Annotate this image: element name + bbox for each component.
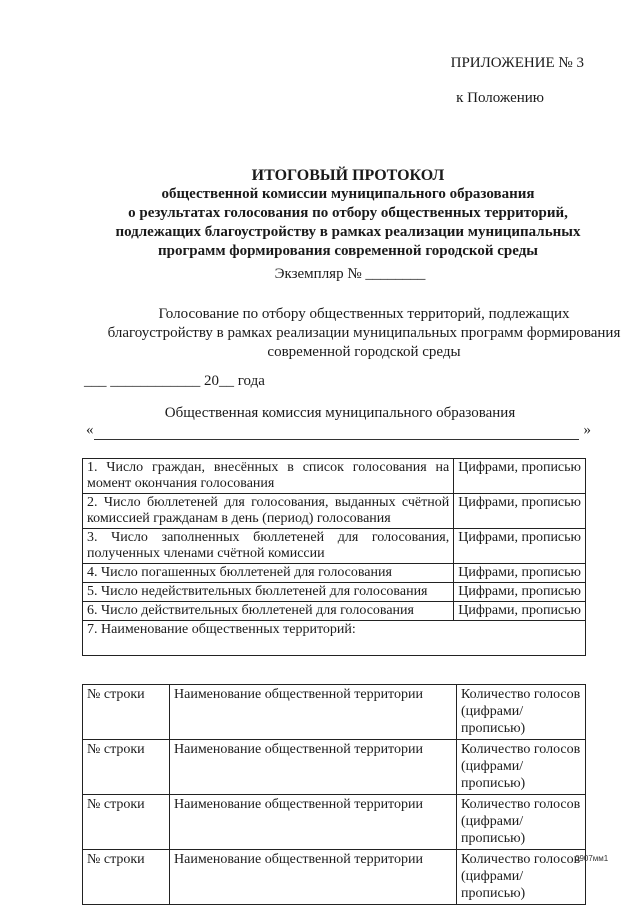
territory-name-cell: Наименование общественной территории <box>170 850 457 905</box>
table-row <box>83 850 586 905</box>
table-row <box>83 685 586 740</box>
table-row <box>83 564 586 583</box>
commission-name-field <box>86 422 591 439</box>
row-number-cell: № строки <box>83 740 170 795</box>
question-cell: 1. Число граждан, внесённых в список голосования на момент окончания голосования <box>83 459 454 494</box>
table-row <box>83 459 586 494</box>
title-main: ИТОГОВЫЙ ПРОТОКОЛ <box>251 167 445 184</box>
intro-line: Голосование по отбору общественных территорий, подлежащих <box>158 306 570 322</box>
voting-description <box>90 305 638 362</box>
table-row <box>83 740 586 795</box>
document-title <box>60 166 636 261</box>
close-quote: » <box>583 422 591 438</box>
territory-name-cell: Наименование общественной территории <box>170 740 457 795</box>
document-code: 0907мм1 <box>575 854 609 863</box>
commission-label: Общественная комиссия муниципального образования <box>164 405 516 421</box>
answer-cell: Цифрами, прописью <box>454 494 586 529</box>
answer-cell: Цифрами, прописью <box>454 602 586 621</box>
vote-count-cell: Количество голосов (цифрами/прописью) <box>457 740 586 795</box>
title-line: программ формирования современной городской среды <box>157 243 539 259</box>
date-line: ___ ____________ 20__ года <box>84 373 265 389</box>
territory-name-cell: Наименование общественной территории <box>170 795 457 850</box>
territories-table <box>82 684 586 905</box>
answer-cell: Цифрами, прописью <box>454 583 586 602</box>
protocol-table <box>82 458 586 656</box>
appendix-label: ПРИЛОЖЕНИЕ № 3 <box>450 55 584 71</box>
question-cell: 6. Число действительных бюллетеней для голосования <box>83 602 454 621</box>
question-cell: 3. Число заполненных бюллетеней для голосования, полученных членами счётной комиссии <box>83 529 454 564</box>
table-row <box>83 602 586 621</box>
answer-cell: Цифрами, прописью <box>454 529 586 564</box>
title-line: подлежащих благоустройству в рамках реализации муниципальных <box>115 224 581 240</box>
table-row <box>83 621 586 656</box>
row-number-cell: № строки <box>83 795 170 850</box>
question-cell: 2. Число бюллетеней для голосования, выданных счётной комиссией гражданам в день (период) голосования <box>83 494 454 529</box>
intro-line: современной городской среды <box>267 344 461 360</box>
answer-cell: Цифрами, прописью <box>454 459 586 494</box>
row-number-cell: № строки <box>83 850 170 905</box>
row-number-cell: № строки <box>83 685 170 740</box>
vote-count-cell: Количество голосов (цифрами/прописью) <box>457 850 586 905</box>
title-line: общественной комиссии муниципального образования <box>161 186 535 202</box>
open-quote: « <box>86 422 94 438</box>
question-cell: 5. Число недействительных бюллетеней для голосования <box>83 583 454 602</box>
copy-number-label: Экземпляр № ________ <box>274 266 426 282</box>
vote-count-cell: Количество голосов (цифрами/прописью) <box>457 795 586 850</box>
title-line: о результатах голосования по отбору общественных территорий, <box>128 205 568 221</box>
territories-heading: 7. Наименование общественных территорий: <box>83 621 586 656</box>
table-row <box>83 583 586 602</box>
table-row <box>83 494 586 529</box>
blank-line <box>94 439 579 440</box>
answer-cell: Цифрами, прописью <box>454 564 586 583</box>
regulation-reference: к Положению <box>456 90 544 106</box>
territory-name-cell: Наименование общественной территории <box>170 685 457 740</box>
table-row <box>83 529 586 564</box>
question-cell: 4. Число погашенных бюллетеней для голосования <box>83 564 454 583</box>
table-row <box>83 795 586 850</box>
intro-line: благоустройству в рамках реализации муниципальных программ формирования <box>107 325 621 341</box>
vote-count-cell: Количество голосов (цифрами/прописью) <box>457 685 586 740</box>
